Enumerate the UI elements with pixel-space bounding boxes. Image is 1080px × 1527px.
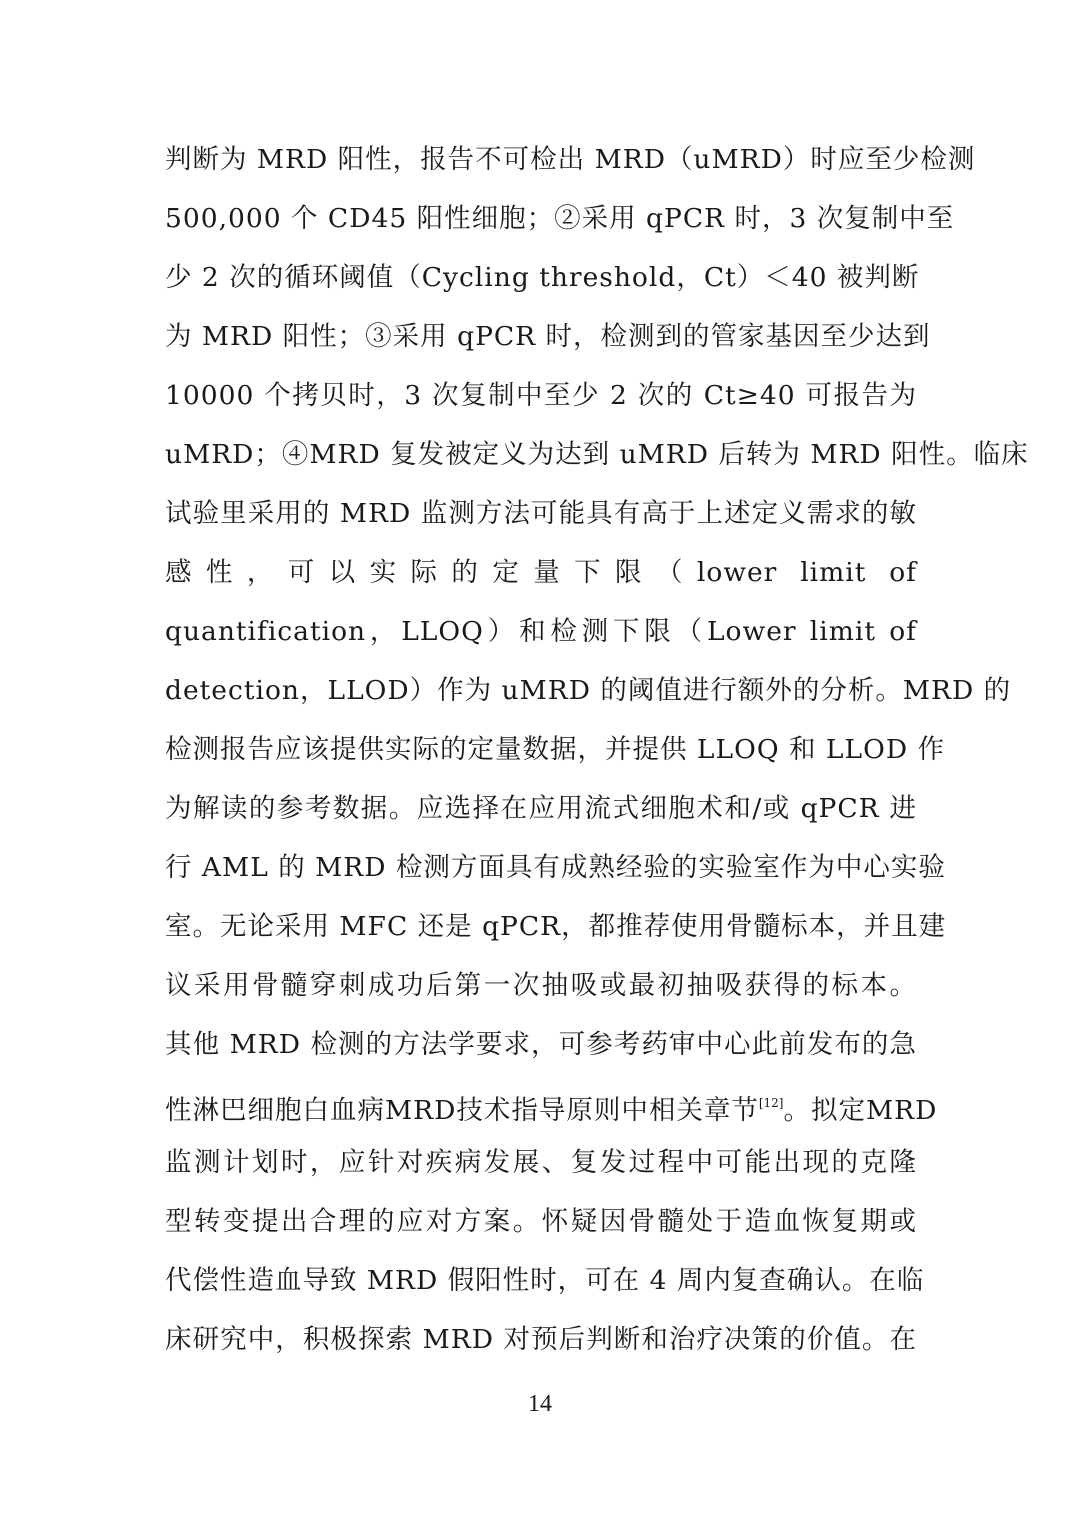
body-text bbox=[165, 130, 1029, 1369]
citation-line-tail: 。拟定MRD bbox=[783, 1095, 938, 1126]
text-line: 少 2 次的循环阈值（Cycling threshold，Ct）＜40 被判断 bbox=[165, 262, 920, 293]
text-line: 为解读的参考数据。应选择在应用流式细胞术和/或 qPCR 进 bbox=[165, 793, 917, 824]
citation-reference: [12] bbox=[758, 1096, 784, 1110]
text-line: 室。无论采用 MFC 还是 qPCR，都推荐使用骨髓标本，并且建 bbox=[165, 911, 947, 942]
text-line: 感性，可以实际的定量下限（lower limit of bbox=[165, 557, 917, 588]
text-line: 床研究中，积极探索 MRD 对预后判断和治疗决策的价值。在 bbox=[165, 1324, 917, 1355]
text-line-with-citation bbox=[165, 1074, 938, 1133]
text-line: 议采用骨髓穿刺成功后第一次抽吸或最初抽吸获得的标本。 bbox=[165, 970, 917, 1001]
text-line: 监测计划时，应针对疾病发展、复发过程中可能出现的克隆 bbox=[165, 1147, 917, 1178]
text-line: 行 AML 的 MRD 检测方面具有成熟经验的实验室作为中心实验 bbox=[165, 852, 946, 883]
text-line: uMRD；④MRD 复发被定义为达到 uMRD 后转为 MRD 阳性。临床 bbox=[165, 439, 1029, 470]
text-line: quantification，LLOQ）和检测下限（Lower limit of bbox=[165, 616, 917, 647]
text-line: 型转变提出合理的应对方案。怀疑因骨髓处于造血恢复期或 bbox=[165, 1206, 917, 1237]
text-line: 其他 MRD 检测的方法学要求，可参考药审中心此前发布的急 bbox=[165, 1029, 917, 1060]
text-line: detection，LLOD）作为 uMRD 的阈值进行额外的分析。MRD 的 bbox=[165, 675, 1012, 706]
text-line: 为 MRD 阳性；③采用 qPCR 时，检测到的管家基因至少达到 bbox=[165, 321, 931, 352]
text-line: 500,000 个 CD45 阳性细胞；②采用 qPCR 时，3 次复制中至 bbox=[165, 203, 955, 234]
text-line: 代偿性造血导致 MRD 假阳性时，可在 4 周内复查确认。在临 bbox=[165, 1265, 925, 1296]
text-line: 试验里采用的 MRD 监测方法可能具有高于上述定义需求的敏 bbox=[165, 498, 917, 529]
page-number: 14 bbox=[528, 1391, 552, 1417]
text-line: 10000 个拷贝时，3 次复制中至少 2 次的 Ct≥40 可报告为 bbox=[165, 380, 917, 411]
citation-line-text: 性淋巴细胞白血病MRD技术指导原则中相关章节 bbox=[165, 1095, 759, 1126]
text-line: 判断为 MRD 阳性，报告不可检出 MRD（uMRD）时应至少检测 bbox=[165, 144, 976, 175]
text-line: 检测报告应该提供实际的定量数据，并提供 LLOQ 和 LLOD 作 bbox=[165, 734, 946, 765]
